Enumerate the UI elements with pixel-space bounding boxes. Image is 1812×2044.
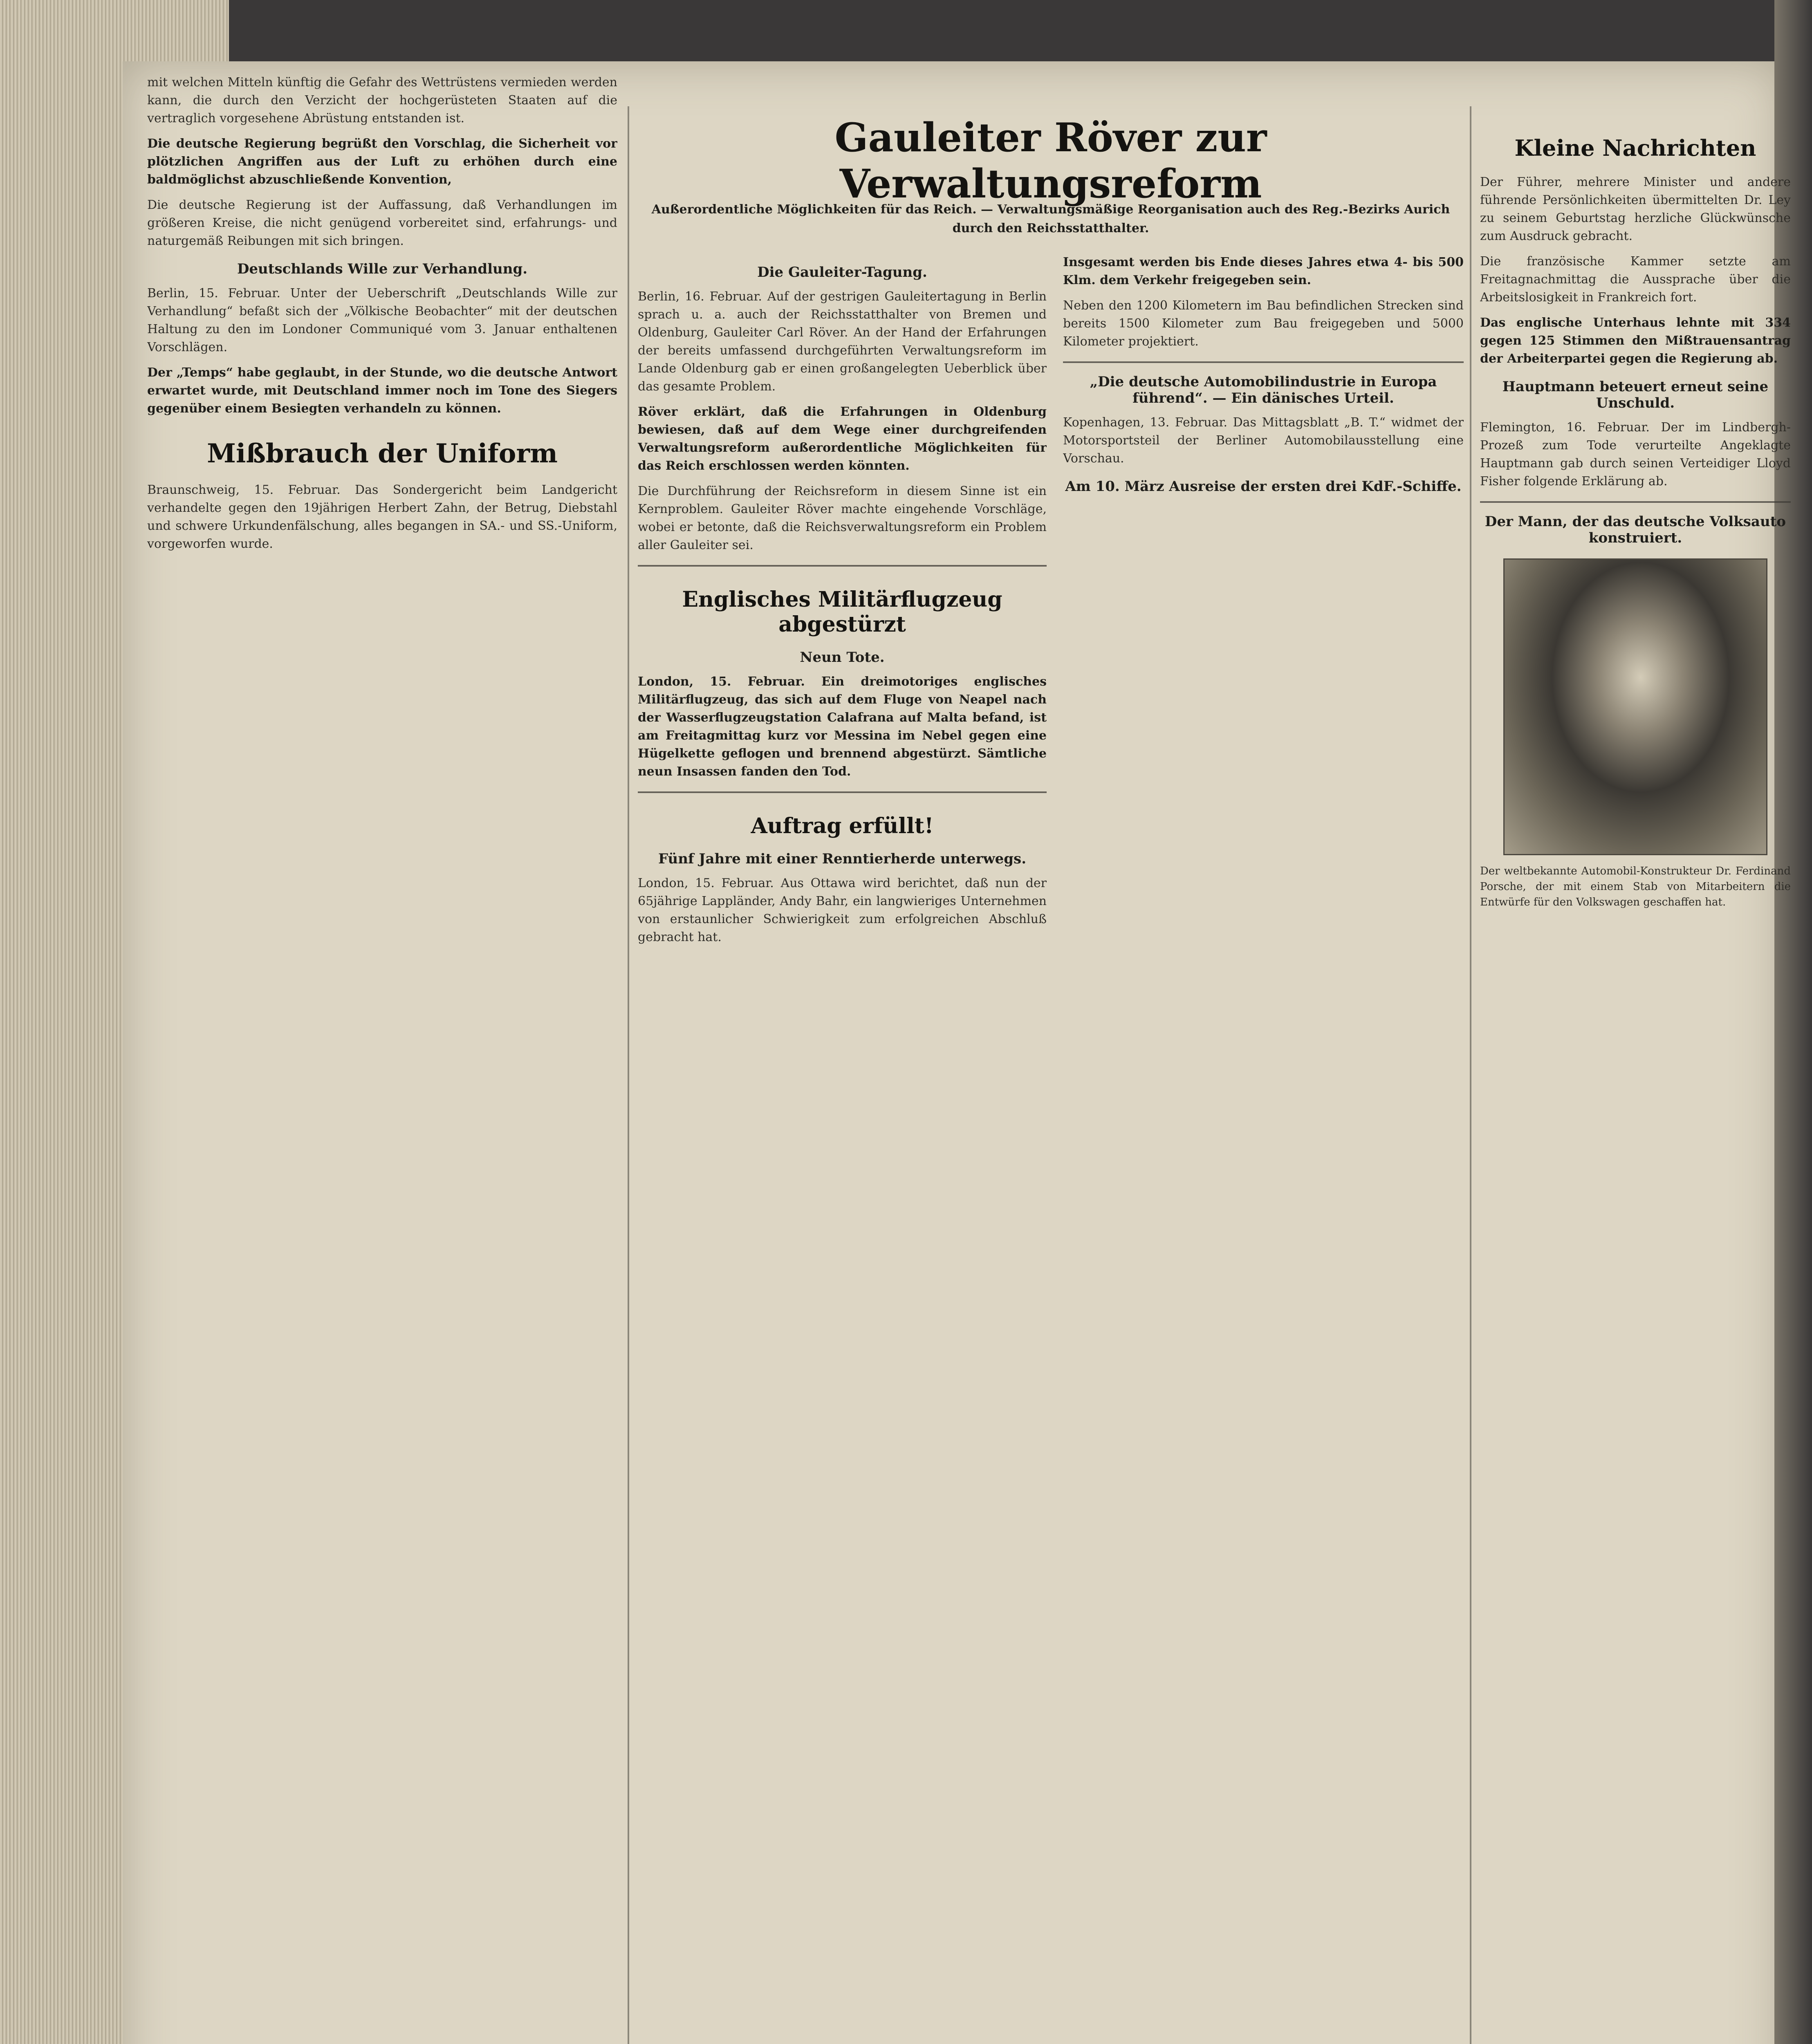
news-item: Flemington, 16. Februar. Der im Lindbergh-Prozeß zum Tode verurteilte Angeklagte Hauptmann gab durch seinen Verteidiger Lloyd Fisher folgende Erklärung ab. [1480, 420, 1791, 489]
article-paragraph: Kopenhagen, 13. Februar. Das Mittagsblatt „B. T.“ widmet der Motorsportsteil der Berliner Automobilausstellung eine Vorschau. [1063, 415, 1464, 466]
main-headline: Gauleiter Röver zur Verwaltungsreform [834, 114, 1267, 207]
column-rule [1470, 106, 1471, 2044]
article-subheading: Neun Tote. [800, 649, 885, 666]
column-2 [638, 253, 1047, 2044]
article-paragraph: London, 15. Februar. Aus Ottawa wird berichtet, daß nun der 65jährige Lappländer, Andy Bahr, ein langwieriges Unternehmen von erstaunlicher Schwierigkeit zum erfolgreichen Abschluß gebracht hat. [638, 876, 1047, 944]
article-paragraph: Berlin, 16. Februar. Auf der gestrigen Gauleitertagung in Berlin sprach u. a. auch der Reichsstatthalter von Bremen und Oldenburg, Gauleiter Carl Röver. An der Hand der Erfahrungen der bereits umfassend durchgeführten Verwaltungsreform im Lande Oldenburg gab er einen großangelegten Ueberblick über das gesamte Problem. [638, 289, 1047, 394]
main-subheadline: Außerordentliche Möglichkeiten für das Reich. — Verwaltungsmäßige Reorganisation auch des Reg.-Bezirks Aurich durch den Reichsstatthalter. [651, 202, 1450, 235]
article-paragraph: mit welchen Mitteln künftig die Gefahr des Wettrüstens vermieden werden kann, die durch den Verzicht der hochgerüsteten Staaten auf die vertraglich vorgesehene Abrüstung entstanden ist. [147, 75, 617, 126]
article-subheading: Fünf Jahre mit einer Renntierherde unterwegs. [658, 851, 1027, 867]
article-paragraph: Berlin, 15. Februar. Unter der Ueberschrift „Deutschlands Wille zur Verhandlung“ befaßt sich der „Völkische Beobachter“ mit der deutschen Haltung zu den im Londoner Communiqué vom 3. Januar enthaltenen Vorschlägen. [147, 286, 617, 354]
news-item: Der Führer, mehrere Minister und andere führende Persönlichkeiten übermittelten Dr. Ley zu seinem Geburtstag herzliche Glückwünsche zum Ausdruck gebracht. [1480, 175, 1791, 243]
section-heading: Hauptmann beteuert erneut seine Unschuld. [1502, 379, 1769, 411]
column-rule [628, 106, 629, 2044]
article-paragraph: Insgesamt werden bis Ende dieses Jahres etwa 4- bis 500 Klm. dem Verkehr freigegeben sein. [1063, 255, 1464, 287]
article-headline: Mißbrauch der Uniform [207, 438, 558, 469]
article-headline: Englisches Militärflugzeug abgestürzt [682, 587, 1002, 637]
news-item: Die französische Kammer setzte am Freitagnachmittag die Aussprache über die Arbeitslosigkeit in Frankreich fort. [1480, 254, 1791, 305]
divider [1480, 501, 1791, 503]
portrait-photo [1503, 558, 1767, 855]
article-paragraph: Braunschweig, 15. Februar. Das Sondergericht beim Landgericht verhandelte gegen den 19jährigen Herbert Zahn, der Betrug, Diebstahl und schwere Urkundenfälschung, alles begangen in SA.- und SS.-Uniform, vorgeworfen wurde. [147, 483, 617, 551]
article-paragraph: Die deutsche Regierung ist der Auffassung, daß Verhandlungen im größeren Kreise, die nicht genügend vorbereitet sind, erfahrungs- und naturgemäß Reibungen mit sich bringen. [147, 198, 617, 248]
article-headline: „Die deutsche Automobilindustrie in Europa führend“. — Ein dänisches Urteil. [1090, 374, 1437, 406]
article-paragraph: Der „Temps“ habe geglaubt, in der Stunde, wo die deutsche Antwort erwartet wurde, mit Deutschland immer noch im Tone des Siegers gegenüber einem Besiegten verhandeln zu können. [147, 365, 617, 416]
article-paragraph: Röver erklärt, daß die Erfahrungen in Oldenburg bewiesen, daß auf dem Wege einer durchgreifenden Verwaltungsreform außerordentliche Möglichkeiten für das Reich erschlossen werden könnten. [638, 405, 1047, 473]
column-headline: Kleine Nachrichten [1514, 135, 1756, 161]
photo-caption: Der weltbekannte Automobil-Konstrukteur Dr. Ferdinand Porsche, der mit einem Stab von Mitarbeitern die Entwürfe für den Volkswagen geschaffen hat. [1480, 865, 1791, 908]
divider [638, 565, 1047, 567]
news-item: Das englische Unterhaus lehnte mit 334 gegen 125 Stimmen den Mißtrauensantrag der Arbeiterpartei gegen die Regierung ab. [1480, 316, 1791, 366]
column-4 [1480, 74, 1791, 2044]
article-paragraph: London, 15. Februar. Ein dreimotoriges englisches Militärflugzeug, das sich auf dem Fluge von Neapel nach der Wasserflugzeugstation Calafrana auf Malta befand, ist am Freitagmittag kurz vor Messina im Nebel gegen eine Hügelkette geflogen und brennend abgestürzt. Sämtliche neun Insassen fanden den Tod. [638, 675, 1047, 779]
article-headline: Auftrag erfüllt! [751, 814, 934, 838]
article-headline: Am 10. März Ausreise der ersten drei KdF.-Schiffe. [1065, 478, 1462, 495]
section-heading: Die Gauleiter-Tagung. [757, 264, 927, 280]
divider [1063, 361, 1464, 363]
column-3 [1063, 253, 1464, 2044]
article-paragraph: Neben den 1200 Kilometern im Bau befindlichen Strecken sind bereits 1500 Kilometer zum Bau freigegeben und 5000 Kilometer projektiert. [1063, 298, 1464, 349]
article-paragraph: Die Durchführung der Reichsreform in diesem Sinne ist ein Kernproblem. Gauleiter Röver machte eingehende Vorschläge, wobei er betonte, daß die Reichsverwaltungsreform ein Problem aller Gauleiter sei. [638, 484, 1047, 552]
photo-title: Der Mann, der das deutsche Volksauto konstruiert. [1485, 513, 1786, 546]
column-1 [147, 74, 617, 2044]
section-heading: Deutschlands Wille zur Verhandlung. [237, 261, 528, 277]
divider [638, 791, 1047, 793]
article-paragraph: Die deutsche Regierung begrüßt den Vorschlag, die Sicherheit vor plötzlichen Angriffen aus der Luft zu erhöhen durch eine baldmöglichst abzuschließende Konvention, [147, 137, 617, 187]
